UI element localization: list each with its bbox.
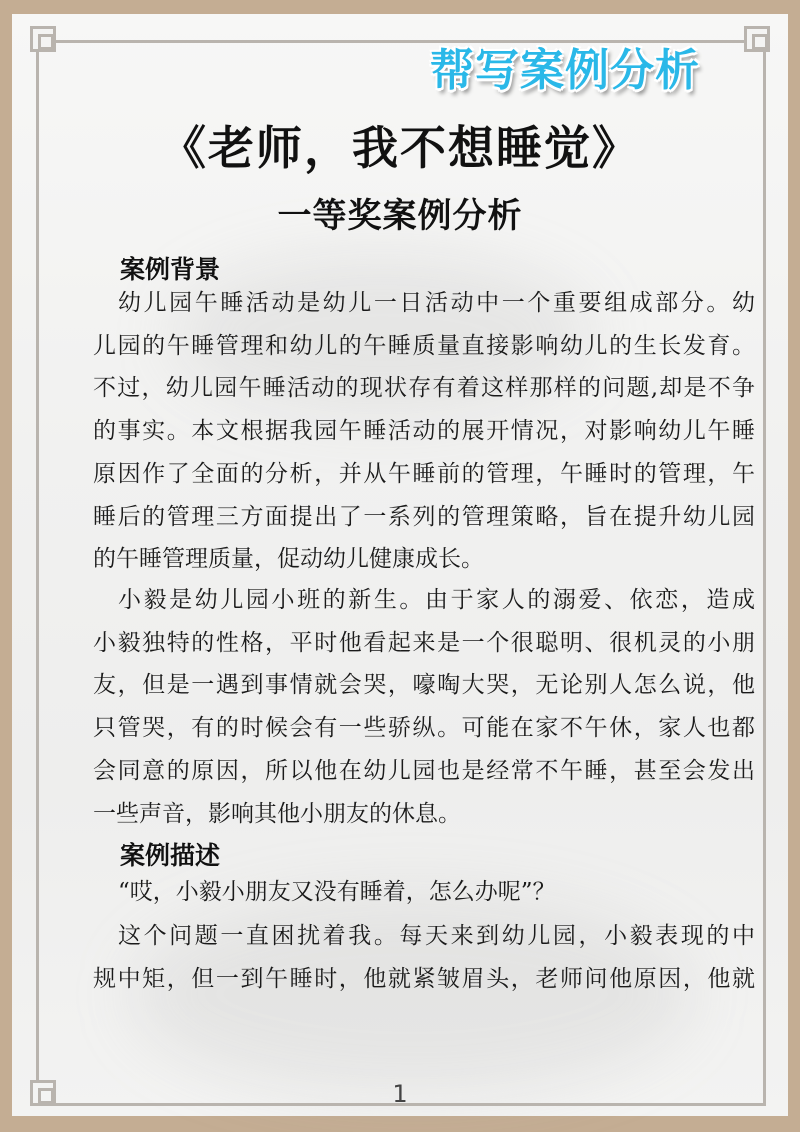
paragraph-line: 这个问题一直困扰着我。每天来到幼儿园，小毅表现的中 xyxy=(118,923,755,949)
section-heading: 案例描述 xyxy=(120,841,221,870)
paragraph-line: 睡后的管理三方面提出了一系列的管理策略，旨在提升幼儿园 xyxy=(93,503,755,530)
page-number: 1 xyxy=(392,1080,408,1108)
banner-label: 帮写案例分析 xyxy=(430,45,700,96)
paragraph-line: 一些声音，影响其他小朋友的休息。 xyxy=(93,800,461,827)
paragraph-line: 只管哭，有的时候会有一些骄纵。可能在家不午休，家人也都 xyxy=(93,715,755,742)
frame-corner-ornament-icon xyxy=(744,26,770,52)
paragraph-line: 原因作了全面的分析，并从午睡前的管理，午睡时的管理，午 xyxy=(93,460,755,487)
paragraph-line: 规中矩，但一到午睡时，他就紧皱眉头，老师问他原因，他就 xyxy=(93,965,755,992)
paragraph-line: 的午睡管理质量，促动幼儿健康成长。 xyxy=(93,546,484,573)
section-heading: 案例背景 xyxy=(120,255,221,284)
frame-corner-ornament-icon xyxy=(30,26,56,52)
paragraph-line: 儿园的午睡管理和幼儿的午睡质量直接影响幼儿的生长发育。 xyxy=(93,332,755,359)
paragraph-line: 小毅独特的性格，平时他看起来是一个很聪明、很机灵的小朋 xyxy=(93,629,755,656)
paragraph-line: 不过，幼儿园午睡活动的现状存有着这样那样的问题,却是不争 xyxy=(93,375,755,402)
paragraph-line: 的事实。本文根据我园午睡活动的展开情况，对影响幼儿午睡 xyxy=(93,418,755,445)
paragraph-line: 小毅是幼儿园小班的新生。由于家人的溺爱、依恋，造成 xyxy=(118,587,755,613)
paragraph-line: “哎，小毅小朋友又没有睡着，怎么办呢”？ xyxy=(118,879,556,905)
paragraph-line: 友，但是一遇到事情就会哭，嚎啕大哭，无论别人怎么说，他 xyxy=(93,672,755,699)
document-title: 《老师，我不想睡觉》 xyxy=(160,121,640,175)
paragraph-line: 会同意的原因，所以他在幼儿园也是经常不午睡，甚至会发出 xyxy=(93,757,755,784)
paragraph-line: 幼儿园午睡活动是幼儿一日活动中一个重要组成部分。幼 xyxy=(118,290,755,316)
document-subtitle: 一等奖案例分析 xyxy=(277,196,523,236)
